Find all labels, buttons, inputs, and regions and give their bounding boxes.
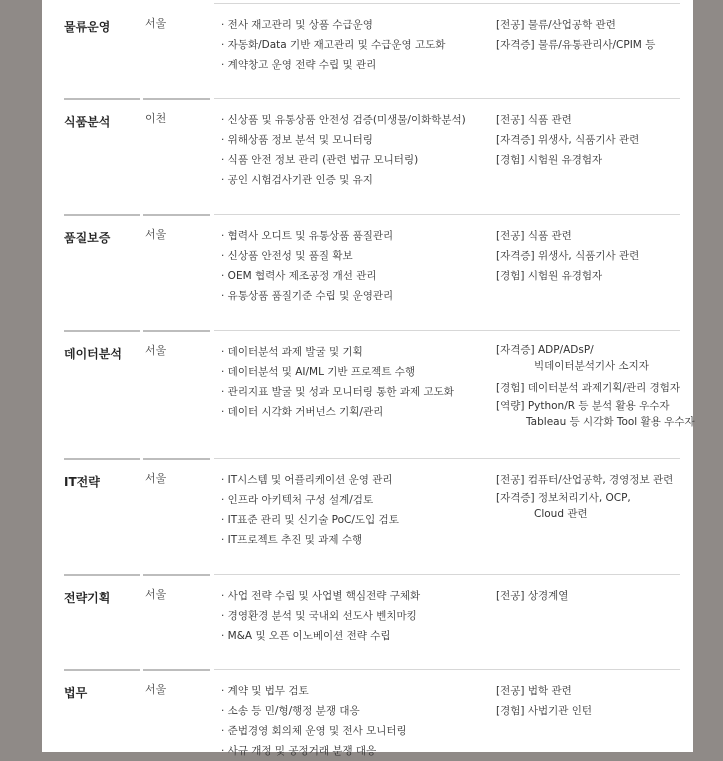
job-location: 서울 <box>145 683 167 696</box>
divider <box>214 669 680 670</box>
divider <box>214 574 680 575</box>
job-requirements <box>496 470 673 526</box>
divider <box>64 98 140 100</box>
requirement-item: [역량] Python/R 등 분석 활용 우수자 <box>496 400 670 412</box>
duty-item: · 위해상품 정보 분석 및 모니터링 <box>221 134 373 146</box>
duty-item: · 협력사 오디트 및 유통상품 품질관리 <box>221 230 394 242</box>
divider <box>64 214 140 216</box>
duty-item: · 데이터분석 과제 발굴 및 기획 <box>221 346 363 358</box>
divider <box>143 669 210 671</box>
duty-item: · 전사 재고관리 및 상품 수급운영 <box>221 19 373 31</box>
requirement-item: [경험] 시험원 유경험자 <box>496 270 603 282</box>
job-location: 이천 <box>145 112 167 125</box>
divider <box>64 330 140 332</box>
job-title: 법무 <box>64 686 88 700</box>
duty-item: · IT프로젝트 추진 및 과제 수행 <box>221 534 363 546</box>
divider <box>143 330 210 332</box>
divider <box>214 98 680 99</box>
job-title: 물류운영 <box>64 20 111 34</box>
requirement-item: [경험] 데이터분석 과제기획/관리 경험자 <box>496 382 681 394</box>
divider <box>143 574 210 576</box>
requirement-item-continued: 빅데이터분석기사 소지자 <box>534 360 649 372</box>
job-requirements <box>496 342 695 434</box>
job-listing-page <box>42 0 695 757</box>
requirement-item-continued: Tableau 등 시각화 Tool 활용 우수자 <box>526 416 695 428</box>
requirement-item: [자격증] 위생사, 식품기사 관련 <box>496 134 640 146</box>
requirement-item: [전공] 식품 관련 <box>496 114 572 126</box>
job-title: 데이터분석 <box>64 347 122 361</box>
job-location: 서울 <box>145 344 167 357</box>
duty-item: · 공인 시험검사기관 인증 및 유지 <box>221 174 373 186</box>
requirement-item: [전공] 식품 관련 <box>496 230 572 242</box>
duty-item: · 준법경영 회의체 운영 및 전사 모니터링 <box>221 725 407 737</box>
job-location: 서울 <box>145 472 167 485</box>
divider <box>143 214 210 216</box>
requirement-item: [경험] 시험원 유경험자 <box>496 154 603 166</box>
job-duties <box>221 681 407 761</box>
divider <box>214 330 680 331</box>
requirement-item: [자격증] 물류/유통관리사/CPIM 등 <box>496 39 656 51</box>
requirement-item-continued: Cloud 관련 <box>534 508 588 520</box>
job-location: 서울 <box>145 17 167 30</box>
job-duties <box>221 15 445 75</box>
duty-item: · 데이터분석 및 AI/ML 기반 프로젝트 수행 <box>221 366 416 378</box>
job-duties <box>221 110 466 190</box>
duty-item: · OEM 협력사 제조공정 개선 관리 <box>221 270 377 282</box>
duty-item: · 인프라 아키텍처 구성 설계/검토 <box>221 494 374 506</box>
job-requirements <box>496 586 568 606</box>
requirement-item: [전공] 물류/산업공학 관련 <box>496 19 616 31</box>
job-requirements <box>496 681 592 721</box>
duty-item: · M&A 및 오픈 이노베이션 전략 수립 <box>221 630 391 642</box>
requirement-item: [경험] 사법기관 인턴 <box>496 705 593 717</box>
requirement-item: [자격증] 정보처리기사, OCP, <box>496 492 631 504</box>
divider <box>143 98 210 100</box>
divider <box>214 3 680 4</box>
divider <box>64 574 140 576</box>
job-requirements <box>496 15 655 55</box>
requirement-item: [전공] 컴퓨터/산업공학, 경영정보 관련 <box>496 474 674 486</box>
job-title: 전략기획 <box>64 591 111 605</box>
job-requirements <box>496 226 639 286</box>
job-location: 서울 <box>145 588 167 601</box>
requirement-item: [자격증] 위생사, 식품기사 관련 <box>496 250 640 262</box>
duty-item: · 데이터 시각화 거버넌스 기획/관리 <box>221 406 384 418</box>
job-title: 식품분석 <box>64 115 111 129</box>
requirement-item: [자격증] ADP/ADsP/ <box>496 344 594 356</box>
job-duties <box>221 342 454 422</box>
job-title: IT전략 <box>64 475 100 489</box>
duty-item: · 사업 전략 수립 및 사업별 핵심전략 구체화 <box>221 590 421 602</box>
duty-item: · 계약 및 법무 검토 <box>221 685 309 697</box>
divider <box>64 458 140 460</box>
duty-item: · 소송 등 민/형/행정 분쟁 대응 <box>221 705 360 717</box>
duty-item: · 유통상품 품질기준 수립 및 운영관리 <box>221 290 394 302</box>
duty-item: · 계약창고 운영 전략 수립 및 관리 <box>221 59 377 71</box>
requirement-item: [전공] 법학 관련 <box>496 685 572 697</box>
duty-item: · IT표준 관리 및 신기술 PoC/도입 검토 <box>221 514 399 526</box>
job-duties <box>221 470 399 550</box>
job-requirements <box>496 110 639 170</box>
job-title: 품질보증 <box>64 231 111 245</box>
divider <box>214 458 680 459</box>
duty-item: · 자동화/Data 기반 재고관리 및 수급운영 고도화 <box>221 39 446 51</box>
duty-item: · 신상품 안전성 및 품질 확보 <box>221 250 353 262</box>
duty-item: · 식품 안전 정보 관리 (관련 법규 모니터링) <box>221 154 419 166</box>
job-duties <box>221 226 393 306</box>
duty-item: · 관리지표 발굴 및 성과 모니터링 통한 과제 고도화 <box>221 386 454 398</box>
divider <box>64 669 140 671</box>
duty-item: · IT시스템 및 어플리케이션 운영 관리 <box>221 474 393 486</box>
duty-item: · 경영환경 분석 및 국내외 선도사 벤치마킹 <box>221 610 417 622</box>
divider <box>143 458 210 460</box>
job-location: 서울 <box>145 228 167 241</box>
divider <box>214 214 680 215</box>
duty-item: · 사규 개정 및 공정거래 분쟁 대응 <box>221 745 377 757</box>
job-duties <box>221 586 420 646</box>
requirement-item: [전공] 상경계열 <box>496 590 569 602</box>
duty-item: · 신상품 및 유통상품 안전성 검증(미생물/이화학분석) <box>221 114 466 126</box>
